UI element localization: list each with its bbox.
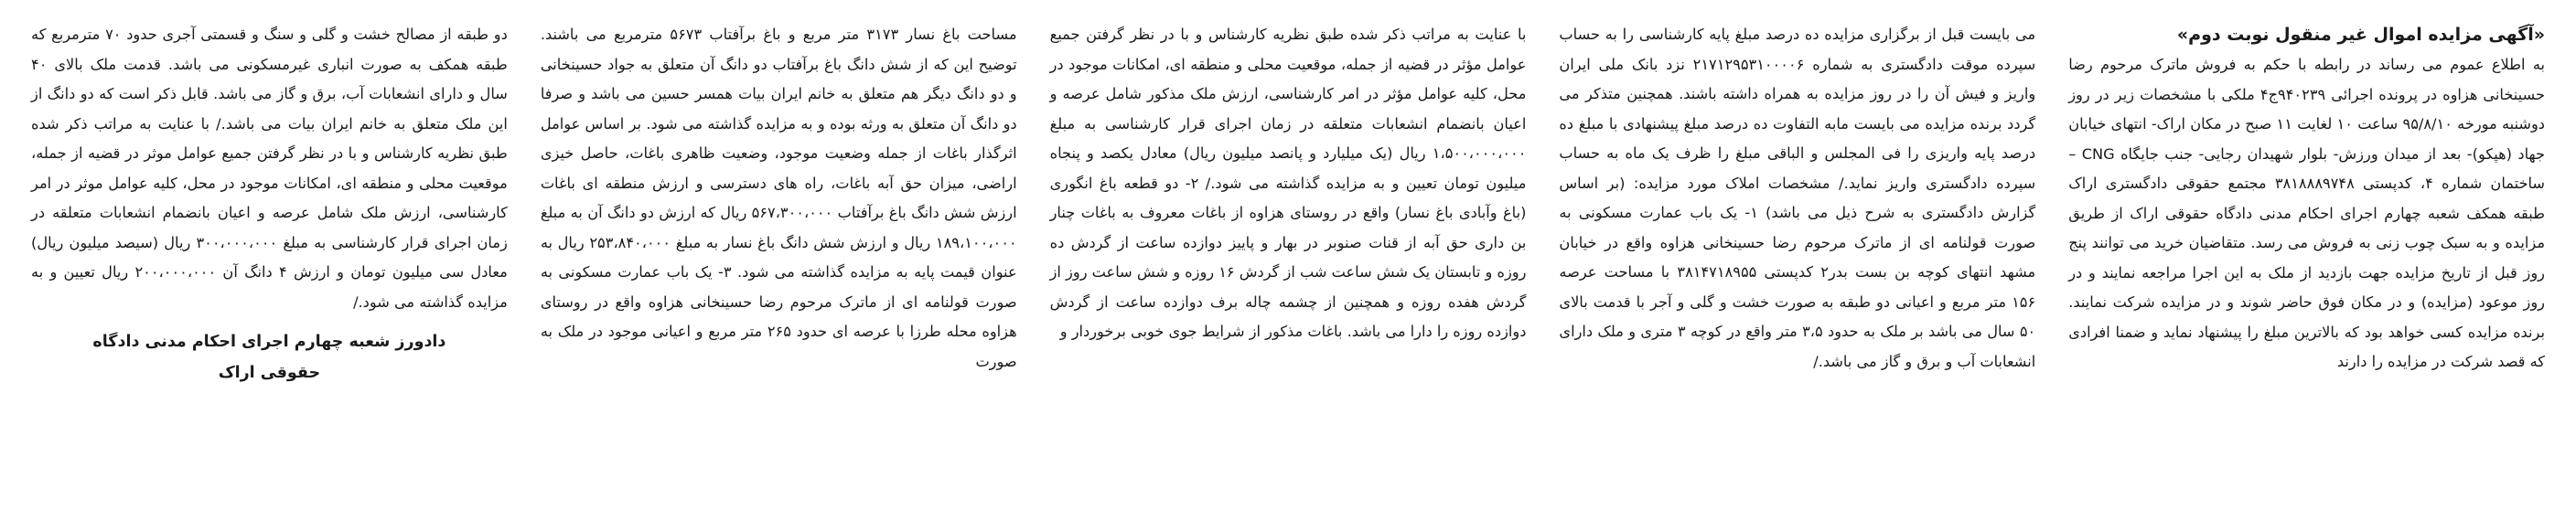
notice-paragraph: دو طبقه از مصالح خشت و گلی و سنگ و قسمتی آجری حدود ۷۰ مترمربع که طبقه همکف به صورت انباری غیرمسکونی می باشد. قدمت ملک بالای ۴۰ سال و دارای انشعابات آب، برق و گاز می باشد. قابل ذکر است که دو دانگ از این ملک متعلق به خانم ایران بیات می باشد./ با عنایت به مراتب ذکر شده طبق نظریه کارشناس و با در نظر گرفتن جمیع عوامل موثر در قضیه از جمله، موقعیت محلی و منطقه ای، امکانات موجود در محل، کلیه عوامل موثر در امر کارشناسی، ارزش ملک شامل عرصه و اعیان بانضمام انشعابات متعلقه در زمان اجرای قرار کارشناسی به مبلغ ۳۰۰،۰۰۰،۰۰۰ ریال (سیصد میلیون ریال) معادل سی میلیون تومان و ارزش ۴ دانگ آن ۲۰۰،۰۰۰،۰۰۰ ریال تعیین و به مزایده گذاشته می شود./	[31, 26, 508, 311]
notice-paragraph: مساحت باغ نسار ۳۱۷۳ متر مربع و باغ برآفتاب ۵۶۷۳ مترمربع می باشند. توضیح این که از شش دانگ باغ برآفتاب دو دانگ آن متعلق به جواد حسینخانی و دو دانگ دیگر هم متعلق به خانم ایران بیات همسر حسین می باشد و صرفا دو دانگ آن متعلق به ورثه بوده و به مزایده گذاشته می شود. بر اساس عوامل اثرگذار باغات از جمله وضعیت موجود، وضعیت ظاهری باغات، حاصل خیزی اراضی، میزان حق آبه باغات، راه های دسترسی و ارزش منطقه ای باغات ارزش شش دانگ باغ برآفتاب ۵۶۷،۳۰۰،۰۰۰ ریال که ارزش دو دانگ آن به مبلغ ۱۸۹،۱۰۰،۰۰۰ ریال و ارزش شش دانگ باغ نسار به مبلغ ۲۵۳،۸۴۰،۰۰۰ ریال به عنوان قیمت پایه به مزایده گذاشته می شود. ۳- یک باب عمارت مسکونی به صورت قولنامه ای از ماترک مرحوم رضا حسینخانی هزاوه واقع در روستای هزاوه محله طرزا با عرصه ای حدود ۲۶۵ متر مربع و اعیانی موجود در ملک به صورت	[540, 26, 1017, 370]
notice-column-3	[1050, 20, 1527, 505]
notice-column-4	[541, 20, 1017, 505]
notice-paragraph: با عنایت به مراتب ذکر شده طبق نظریه کارشناس و با در نظر گرفتن جمیع عوامل مؤثر در قضیه از جمله، موقعیت محلی و منطقه ای، امکانات موجود در محل، کلیه عوامل مؤثر در امر کارشناسی، ارزش ملک مذکور شامل عرصه و اعیان بانضمام انشعابات متعلقه در زمان اجرای قرار کارشناسی به مبلغ ۱،۵۰۰،۰۰۰،۰۰۰ ریال (یک میلیارد و پانصد میلیون ریال) معادل یکصد و پنجاه میلیون تومان تعیین و به مزایده گذاشته می شود./ ۲- دو قطعه باغ انگوری (باغ وآبادی باغ نسار) واقع در روستای هزاوه از باغات معروف به باغات چنار بن داری حق آبه از قنات صنوبر در بهار و پاییز دوازده ساعت از گردش ده روزه و تابستان یک شش ساعت شب از گردش ۱۶ روزه و شش ساعت روز از گردش هفده روزه و همچنین از چشمه چاله برف دوازده ساعت از گردش دوازده روزه را دارا می باشد. باغات مذکور از شرایط جوی خوبی برخوردار و	[1049, 26, 1527, 340]
notice-column-2	[1559, 20, 2035, 505]
notice-paragraph: می بایست قبل از برگزاری مزایده ده درصد مبلغ پایه کارشناسی را به حساب سپرده موقت دادگستری به شماره ۲۱۷۱۲۹۵۳۱۰۰۰۰۶ نزد بانک ملی ایران واریز و فیش آن را در روز مزایده به همراه داشته باشند. همچنین متذکر می گردد برنده مزایده می بایست مابه التفاوت ده درصد مبلغ پیشنهادی با مبلغ ده درصد پایه واریزی را فی المجلس و الباقی مبلغ را ظرف یک ماه به حساب سپرده دادگستری واریز نماید./ مشخصات املاک مورد مزایده: (بر اساس گزارش دادگستری به شرح ذیل می باشد) ۱- یک باب عمارت مسکونی به صورت قولنامه ای از ماترک مرحوم رضا حسینخانی هزاوه واقع در خیابان مشهد انتهای کوچه بن بست بدر۲ کدپستی ۳۸۱۴۷۱۸۹۵۵ با مساحت عرصه ۱۵۶ متر مربع و اعیانی دو طبقه به صورت خشت و گلی و آجر با قدمت بالای ۵۰ سال می باشد بر ملک به حدود ۳،۵ متر واقع در کوچه ۳ متری و ملک دارای انشعابات آب و برق و گاز می باشد./	[1559, 26, 2036, 370]
notice-column-5	[31, 20, 508, 505]
notice-column-1	[2068, 20, 2545, 505]
signature-block	[31, 326, 508, 388]
notice-paragraph: به اطلاع عموم می رساند در رابطه با حکم به فروش ماترک مرحوم رضا حسینخانی هزاوه در پرونده اجرائی ۹۴۰۲۳۹ج۴ ملکی با مشخصات زیر در روز دوشنبه مورخه ۹۵/۸/۱۰ ساعت ۱۰ لغایت ۱۱ صبح در مکان اراک- انتهای خیابان جهاد (هپکو)- بعد از میدان ورزش- بلوار شهیدان رجایی- جنب جایگاه CNG – ساختمان شماره ۴، کدپستی ۳۸۱۸۸۸۹۷۴۸ مجتمع حقوقی دادگستری اراک طبقه همکف شعبه چهارم اجرای احکام مدنی دادگاه حقوقی اراک از طریق مزایده و به سبک چوب زنی به فروش می رسد. متقاضیان خرید می توانند پنج روز قبل از تاریخ مزایده جهت بازدید از ملک به این اجرا مراجعه نمایند و در روز موعود (مزایده) و در مکان فوق حاضر شوند و در مزایده شرکت نمایند. برنده مزایده کسی خواهد بود که بالاترین مبلغ را پیشنهاد نماید و ضمنا افرادی که قصد شرکت در مزایده را دارند	[2068, 56, 2546, 370]
signature-line: دادورز شعبه چهارم اجرای احکام مدنی دادگاه	[92, 333, 446, 351]
notice-title: «آگهی مزایده اموال غیر منقول نوبت دوم»	[2176, 25, 2545, 45]
signature-line: حقوقی اراک	[218, 364, 321, 382]
